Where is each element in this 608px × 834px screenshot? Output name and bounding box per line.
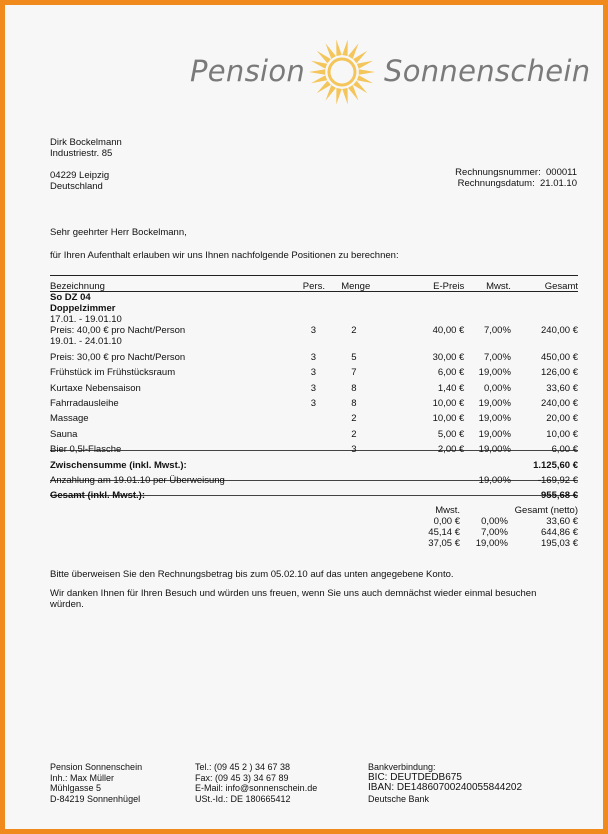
item-unit-price [385,314,465,325]
item-unit-price: 40,00 € [432,325,465,337]
table-row [50,394,578,409]
table-row [50,409,578,424]
item-persons [303,336,341,347]
tax-rate: 19,00% [475,538,508,549]
item-persons [303,292,341,303]
net-total: 195,03 € [541,538,578,549]
item-unit-price: 10,00 € [432,413,465,425]
logo-text-sonnenschein: Sonnenschein [384,54,591,88]
col-pers: Pers. [302,281,325,293]
item-quantity: 8 [351,397,357,409]
item-total: 1.125,60 € [533,459,578,471]
recipient-name: Dirk Bockelmann [50,137,122,148]
sun-ray [357,75,373,83]
item-vat [464,292,511,303]
item-vat: 19,00% [478,474,511,486]
table-row [50,471,578,486]
item-description: Anzahlung am 19.01.10 per Überweisung [50,474,225,486]
footer-bank-label: Bankverbindung: [368,762,436,772]
item-description: Preis: 30,00 € pro Nacht/Person [50,351,186,363]
item-unit-price: 1,40 € [437,382,465,394]
item-quantity [341,486,385,501]
item-quantity [341,471,385,486]
item-total: -169,92 € [537,474,578,486]
logo-text-pension: Pension [190,54,306,88]
col-gesamt: Gesamt [544,281,578,293]
tax-amount: 0,00 € [433,516,460,527]
item-quantity: 3 [351,444,357,456]
table-row [50,424,578,439]
footer-phone: Tel.: (09 45 2 ) 34 67 38 [195,762,291,772]
item-persons [303,424,341,439]
item-vat [464,336,511,347]
sun-icon [306,36,378,108]
item-unit-price: 5,00 € [437,428,465,440]
item-description: Sauna [50,428,78,440]
payment-note: Bitte überweisen Sie den Rechnungsbetrag bis zum 05.02.10 auf das unten angegebene Konto. [50,569,454,580]
tax-summary [400,505,578,549]
sun-ray [342,40,347,56]
item-quantity: 2 [351,325,357,337]
item-total: 6,00 € [551,444,578,456]
col-epreis: E-Preis [433,281,465,293]
item-quantity: 5 [351,351,357,363]
sun-ray [326,85,336,100]
table-row [50,363,578,378]
item-vat: 19,00% [478,428,511,440]
tax-rate: 0,00% [481,516,508,527]
item-unit-price: 2,00 € [437,444,465,456]
footer-fax: Fax: (09 45 3) 34 67 89 [195,772,289,783]
invoice-number [455,167,577,178]
sun-ray [317,81,331,94]
item-description: Frühstück im Frühstücksraum [50,367,176,379]
tax-amount: 37,05 € [428,538,460,549]
item-description: Massage [50,413,89,425]
sun-ray [359,69,375,74]
tax-summary-row [400,516,578,527]
item-total: 20,00 € [546,413,578,425]
item-description: 19.01. - 24.01.10 [50,336,122,348]
item-total [511,303,578,314]
item-vat: 19,00% [478,444,511,456]
invoice-meta [455,167,577,189]
net-total: Gesamt (netto) [514,505,578,516]
item-description: Zwischensumme (inkl. Mwst.): [50,459,187,471]
item-persons [303,314,341,325]
sun-ray [336,40,341,56]
item-description: Doppelzimmer [50,303,116,315]
footer-company [50,762,142,804]
sun-ray [348,43,358,58]
footer-city: D-84219 Sonnenhügel [50,793,141,804]
item-vat: 19,00% [478,413,511,425]
item-persons: 3 [310,351,317,363]
sun-ray [353,51,367,64]
item-persons: 3 [310,382,317,394]
table-row [50,486,578,501]
thanks-note: Wir danken Ihnen für Ihren Besuch und würden uns freuen, wenn Sie uns auch demnächst wieder einmal besuchen würden. [50,588,537,610]
recipient-address [50,137,122,192]
item-total: 240,00 € [541,325,578,337]
item-persons [303,486,341,501]
item-vat: 0,00% [483,382,511,394]
tax-amount: Mwst. [435,505,460,516]
footer-vat-id: USt.-Id.: DE 180665412 [195,793,291,804]
item-total: 450,00 € [541,351,578,363]
footer-owner: Inh.: Max Müller [50,772,115,783]
item-description: Preis: 40,00 € pro Nacht/Person [50,325,186,337]
net-total: 644,86 € [541,527,578,538]
invoice-date-label: Rechnungsdatum: [457,178,535,189]
sun-ray [311,61,327,69]
table-row [50,303,578,314]
item-total: 33,60 € [546,382,578,394]
tax-rate: 7,00% [481,527,508,538]
tax-rate [460,505,508,516]
table-row [50,325,578,336]
item-total: 10,00 € [546,428,578,440]
item-quantity: 2 [351,413,357,425]
item-persons [303,471,341,486]
recipient-country: Deutschland [50,181,103,192]
tax-summary-row [400,527,578,538]
item-unit-price [385,292,465,303]
items-table [50,277,578,501]
item-description: Bier 0,5l-Flasche [50,444,122,456]
sun-ray [326,43,336,58]
footer-company-name: Pension Sonnenschein [50,762,143,772]
table-row [50,440,578,455]
item-vat: 7,00% [483,325,511,337]
recipient-street: Industriestr. 85 [50,148,113,159]
item-quantity: 2 [351,428,357,440]
footer-email: E-Mail: info@sonnenschein.de [195,783,318,793]
item-description: 17.01. - 19.01.10 [50,314,122,326]
sun-ray [342,88,347,104]
item-unit-price [385,303,465,314]
footer-bank-name: Deutsche Bank [368,793,430,804]
tax-amount: 45,14 € [428,527,460,538]
sun-ray [311,75,327,83]
net-total: 33,60 € [546,516,578,527]
tax-summary-header [400,505,578,516]
footer-street: Mühlgasse 5 [50,783,102,793]
footer-iban: IBAN: DE14860700240055844202 [368,782,523,793]
item-vat: 19,00% [478,367,511,379]
item-unit-price: 30,00 € [432,351,465,363]
sun-ray [353,81,367,94]
item-total [511,314,578,325]
item-quantity [341,303,385,314]
footer-bank [368,762,522,804]
item-unit-price [385,455,465,470]
item-persons: 3 [310,397,317,409]
item-persons: 3 [310,325,317,337]
item-vat [464,486,511,501]
col-menge: Menge [341,281,371,293]
item-quantity [341,314,385,325]
table-top-rule [50,275,578,276]
item-total: 126,00 € [541,367,578,379]
invoice-number-label: Rechnungsnummer: [455,167,541,178]
item-quantity: 7 [351,367,357,379]
item-quantity [341,292,385,303]
invoice-date [455,178,577,189]
item-unit-price [385,336,465,347]
item-vat [464,455,511,470]
item-persons [303,455,341,470]
item-persons: 3 [310,367,317,379]
sun-ray [348,85,358,100]
intro-text: für Ihren Aufenthalt erlauben wir uns Ihnen nachfolgende Positionen zu berechnen: [50,250,399,261]
item-vat [464,303,511,314]
item-description: Kurtaxe Nebensaison [50,382,141,394]
table-row [50,336,578,347]
sun-ray [336,88,341,104]
item-unit-price: 10,00 € [432,397,465,409]
table-row [50,347,578,362]
item-total: 955,68 € [541,490,578,502]
item-unit-price [385,486,465,501]
tax-summary-row [400,538,578,549]
item-persons [303,409,341,424]
item-vat: 19,00% [478,397,511,409]
item-description: So DZ 04 [50,292,91,304]
sun-ray [357,61,373,69]
item-quantity [341,455,385,470]
item-quantity [341,336,385,347]
sun-ray [317,51,331,64]
footer-contact [195,762,317,804]
col-mwst: Mwst. [486,281,511,293]
table-row [50,455,578,470]
invoice-number-value: 000011 [546,167,577,178]
recipient-city: 04229 Leipzig [50,170,110,181]
item-persons [303,440,341,455]
item-description: Fahrradausleihe [50,397,119,409]
item-total [511,336,578,347]
item-vat [464,314,511,325]
table-row [50,378,578,393]
item-total: 240,00 € [541,397,578,409]
table-header-row [50,277,578,292]
footer-bic: BIC: DEUTDEDB675 [368,771,462,783]
item-persons [303,303,341,314]
item-unit-price [385,471,465,486]
item-vat: 7,00% [483,351,511,363]
salutation: Sehr geehrter Herr Bockelmann, [50,227,187,238]
table-row [50,292,578,303]
item-unit-price: 6,00 € [437,367,465,379]
invoice-date-value: 21.01.10 [540,178,577,189]
sun-ray [309,69,325,74]
item-description: Gesamt (inkl. Mwst.): [50,490,146,502]
item-total [511,292,578,303]
col-bezeichnung: Bezeichnung [50,281,105,293]
table-row [50,314,578,325]
item-quantity: 8 [351,382,357,394]
